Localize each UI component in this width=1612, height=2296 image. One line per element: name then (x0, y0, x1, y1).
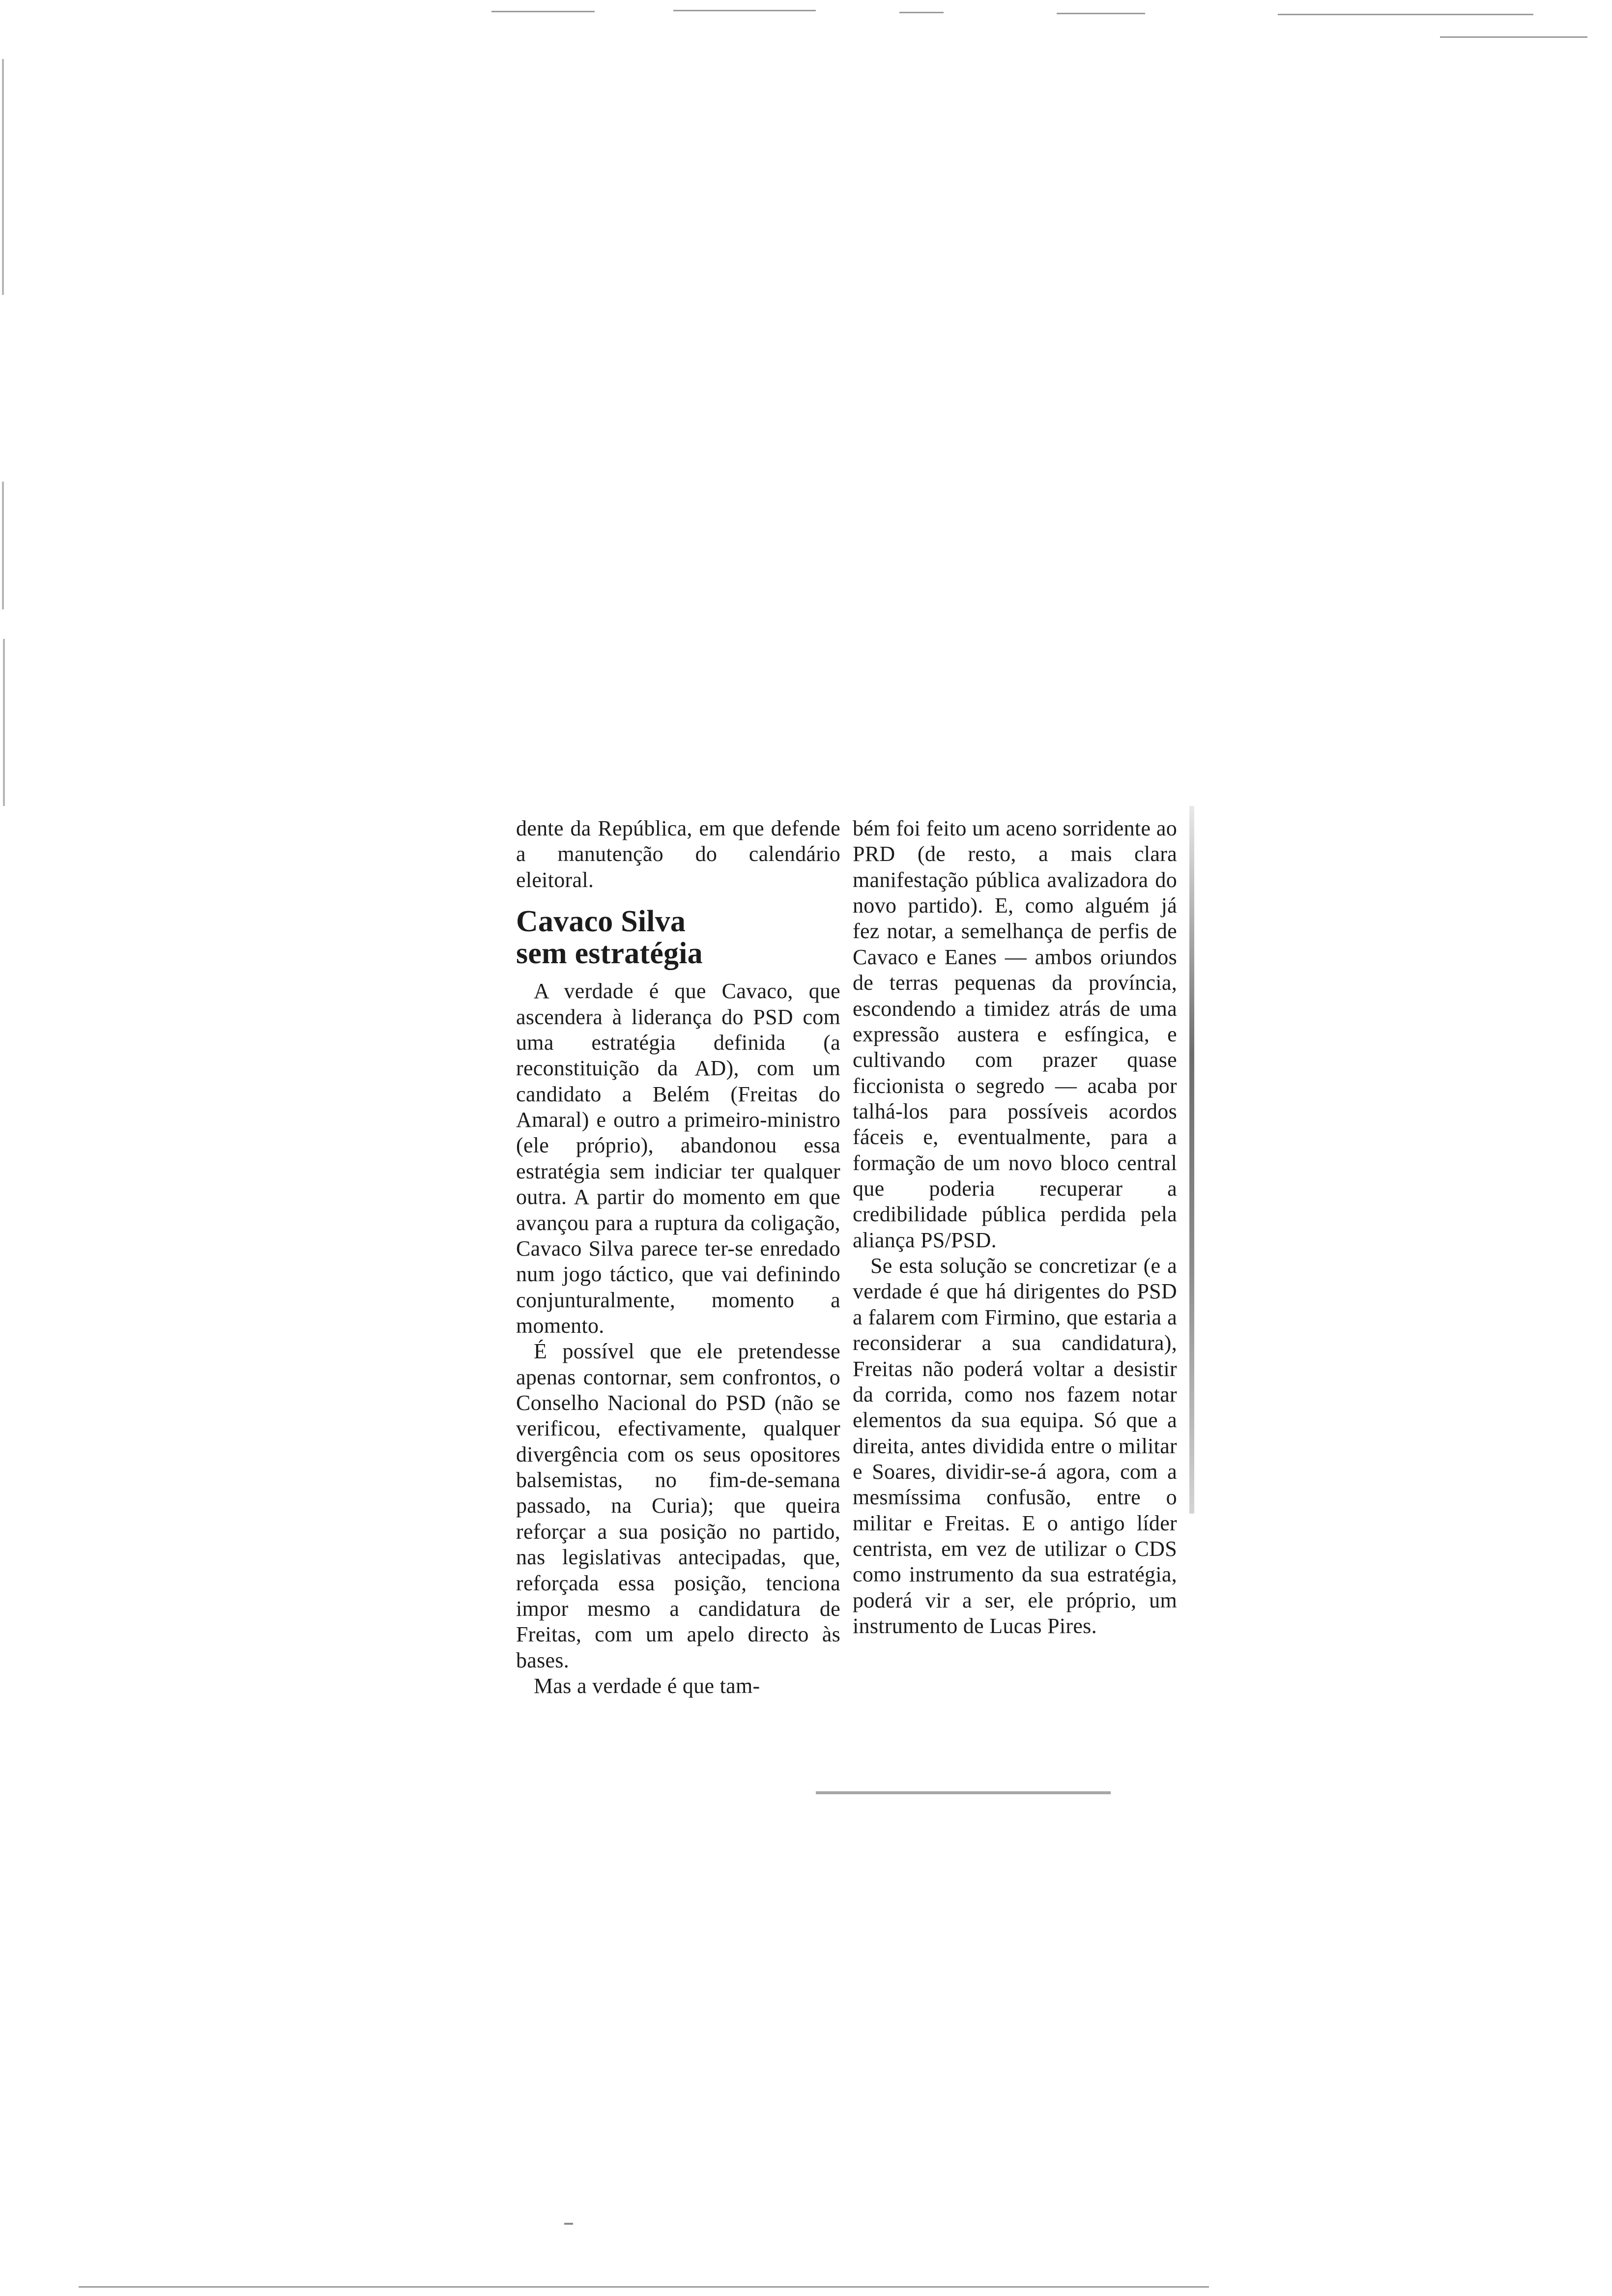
clipping-edge-shadow (1189, 806, 1194, 1514)
article-paragraph-5: Se esta solução se concretizar (e a verdade é que há dirigentes do PSD a falarem com Firmino, que estaria a reconsiderar a sua candidatura), Freitas não poderá voltar a desistir da corrida, como nos fazem notar elementos da sua equipa. Só que a direita, antes dividida entre o militar e Soares, dividir-se-á agora, com a mesmíssima confusão, entre o militar e Freitas. E o antigo líder centrista, em vez de utilizar o CDS como instrumento da sua estratégia, poderá vir a ser, ele próprio, um instrumento de Lucas Pires. (853, 1254, 1177, 1638)
scan-mark-bottom (79, 2286, 1209, 2288)
newspaper-clipping (501, 796, 1209, 1818)
subheadline-line-2: sem estratégia (516, 937, 703, 971)
scan-mark-top-3 (899, 12, 944, 13)
article-subheadline (516, 906, 840, 970)
scan-mark-left-1 (2, 59, 4, 295)
clipping-bottom-shadow (816, 1791, 1111, 1794)
scan-mark-left-2 (2, 482, 4, 609)
article-opening-text: dente da República, em que defende a manutenção do calendário eleitoral. (516, 816, 840, 892)
scan-mark-top-1 (491, 11, 595, 12)
article-paragraph-3: Mas a verdade é que tam- (534, 1673, 760, 1698)
article-paragraph-2: É possível que ele pretendesse apenas contornar, sem confrontos, o Conselho Nacional do PSD (não se verificou, efectivamente, qualquer divergência com os seus opositores balsemistas, no fim-de-semana passado, na Curia); que queira reforçar a sua posição no partido, nas legislativas antecipadas, que, reforçada essa posição, tenciona impor mesmo a candidatura de Freitas, com um apelo directo às bases. (516, 1339, 840, 1672)
scan-mark-top-2 (673, 10, 816, 11)
scan-mark-top-5 (1278, 14, 1533, 15)
article-paragraph-1: A verdade é que Cavaco, que ascendera à liderança do PSD com uma estratégia definida (a reconstituição da AD), com um candidato a Belém (Freitas do Amaral) e outro a primeiro-ministro (ele próprio), abandonou essa estratégia sem indiciar ter qualquer outra. A partir do momento em que avançou para a ruptura da coligação, Cavaco Silva parece ter-se enredado num jogo táctico, que vai definindo conjunturalmente, momento a momento. (516, 979, 840, 1338)
subheadline-line-1: Cavaco Silva (516, 905, 686, 939)
scan-mark-left-3 (3, 639, 5, 806)
scan-mark-top-4 (1057, 13, 1145, 14)
scan-mark-top-6 (1440, 36, 1587, 38)
article-right-column (853, 816, 1177, 1639)
scan-mark-mid (564, 2223, 573, 2225)
article-left-column (516, 816, 840, 1699)
article-paragraph-4: bém foi feito um aceno sorridente ao PRD (de resto, a mais clara manifestação pública avalizadora do novo partido). E, como alguém já fez notar, a semelhança de perfis de Cavaco e Eanes — ambos oriundos de terras pequenas da província, escondendo a timidez atrás de uma expressão austera e esfíngica, e cultivando com prazer quase ficcionista o segredo — acaba por talhá-los para possíveis acordos fáceis e, eventualmente, para a formação de um novo bloco central que poderia recuperar a credibilidade pública perdida pela aliança PS/PSD. (853, 816, 1177, 1252)
